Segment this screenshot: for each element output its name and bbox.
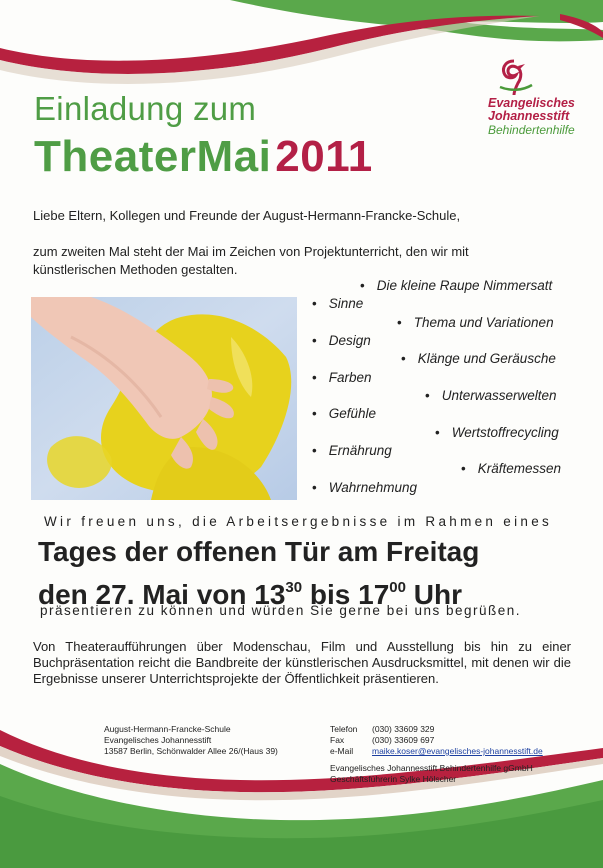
topic-item: • Klänge und Geräusche [401, 351, 556, 366]
footer-organization: Evangelisches Johannesstift Behindertenhilfe gGmbH Geschäftsführerin Sylke Hölscher [330, 763, 533, 784]
topic-item: • Unterwasserwelten [425, 388, 557, 403]
logo-text-line3: Behindertenhilfe [488, 123, 575, 137]
email-link[interactable]: maike.koser@evangelisches-johannesstift.de [372, 746, 543, 756]
announcement-lead: Wir freuen uns, die Arbeitsergebnisse im Rahmen eines [44, 514, 553, 529]
topic-item: • Farben [312, 370, 372, 385]
hand-paint-image [31, 297, 297, 500]
topic-item: • Die kleine Raupe Nimmersatt [360, 278, 553, 293]
title-line1: Einladung zum [34, 90, 257, 127]
footer-contact-labels: Telefon Fax e-Mail [330, 724, 358, 756]
greeting-text: Liebe Eltern, Kollegen und Freunde der August-Hermann-Francke-Schule, [33, 208, 461, 223]
topic-item: • Wertstoffrecycling [435, 425, 559, 440]
footer-address: August-Hermann-Francke-Schule Evangelisches Johannesstift 13587 Berlin, Schönwalder Allee 26/(Haus 39) [104, 724, 278, 756]
topic-item: • Gefühle [312, 406, 377, 421]
hand-paint-photo [31, 297, 297, 500]
title-event: TheaterMai [34, 132, 272, 181]
fax-number: (030) 33609 697 [372, 735, 435, 745]
topic-item: • Design [312, 333, 371, 348]
announcement-tail: präsentieren zu können und würden Sie gerne bei uns begrüßen. [40, 603, 522, 618]
topic-item: • Thema und Variationen [397, 315, 554, 330]
title-line2 [34, 132, 373, 182]
title-year: 2011 [275, 132, 373, 181]
footer-contact-values [372, 724, 543, 757]
intro-text: zum zweiten Mal steht der Mai im Zeichen von Projektunterricht, den wir mit künstlerischen Methoden gestalten. [33, 244, 469, 277]
announcement-headline [38, 534, 479, 613]
topic-item: • Sinne [312, 296, 364, 311]
phone-number: (030) 33609 329 [372, 724, 435, 734]
topic-item: • Ernährung [312, 443, 392, 458]
body-paragraph: Von Theateraufführungen über Modenschau, Film und Ausstellung bis hin zu einer Buchpräsentation reicht die Bandbreite der künstlerischen Ausdrucksmittel, mit denen wir die Ergebnisse unserer Unterrichtsprojekte der Öffentlichkeit präsentieren. [33, 639, 571, 686]
topic-item: • Wahrnehmung [312, 480, 418, 495]
headline-line2: den 27. Mai von $13^{30}$ bis $17^{00}$ Uhr [38, 579, 462, 610]
logo-text-line1: Evangelisches [488, 96, 575, 110]
swan-logo-icon [492, 57, 536, 97]
organization-logo [488, 57, 598, 137]
logo-text-line2: Johannesstift [488, 109, 570, 123]
headline-line1: Tages der offenen Tür am Freitag [38, 536, 480, 567]
topic-item: • Kräftemessen [461, 461, 562, 476]
